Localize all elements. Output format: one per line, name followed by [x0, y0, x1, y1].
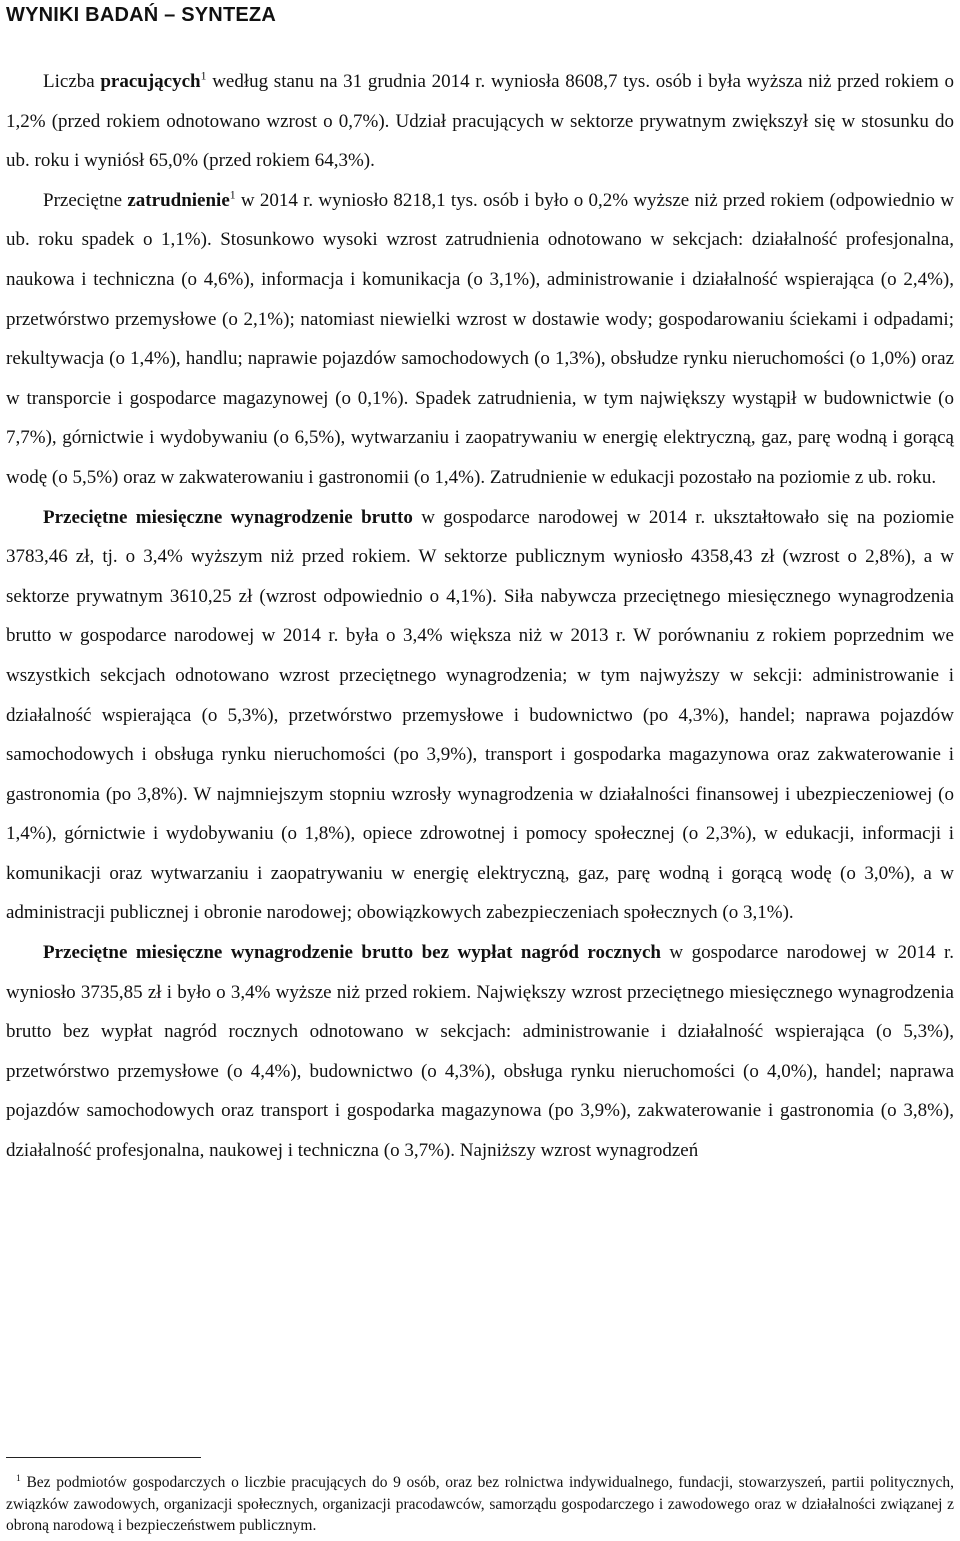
bold-term-pracujacych: pracujących	[100, 71, 201, 92]
paragraph-wages	[6, 498, 954, 934]
text-span: Liczba	[43, 71, 101, 92]
bold-term-wynagrodzenie: Przeciętne miesięczne wynagrodzenie brutto	[43, 506, 413, 528]
body-text	[6, 62, 954, 1171]
footnote-ref: 1	[200, 69, 207, 83]
paragraph-wages-no-bonus	[6, 933, 954, 1171]
text-span: w 2014 r. wyniosło 8218,1 tys. osób i było o 0,2% wyższe niż przed rokiem (odpowiednio w ub. roku spadek o 1,1%). Stosunkowo wysoki wzrost zatrudnienia odnotowano w sekcjach: działalność profesjonalna, naukowa i techniczna (o 4,6%), informacja i komunikacja (o 3,1%), administrowanie i działalność wspierająca (o 2,4%), przetwórstwo przemysłowe (o 2,1%); natomiast niewielki wzrost w dostawie wody; gospodarowaniu ściekami i odpadami; rekultywacja (o 1,4%), handlu; naprawie pojazdów samochodowych (o 1,3%), obsłudze rynku nieruchomości (o 1,0%) oraz w transporcie i gospodarce magazynowej (o 0,1%). Spadek zatrudnienia, w tym największy wystąpił w budownictwie (o 7,7%), górnictwie i wydobywaniu (o 6,5%), wytwarzaniu i zaopatrywaniu w energię elektryczną, gaz, parę wodną i gorącą wodę (o 5,5%) oraz w zakwaterowaniu i gastronomii (o 1,4%). Zatrudnienie w edukacji pozostało na poziomie z ub. roku.	[6, 189, 954, 488]
footnote	[6, 1472, 954, 1537]
footnote-text: Bez podmiotów gospodarczych o liczbie pracujących do 9 osób, oraz bez rolnictwa indywidualnego, fundacji, stowarzyszeń, partii politycznych, związków zawodowych, organizacji społecznych, organizacji pracodawców, samorządu gospodarczego i zawodowego oraz w działalności związanej z obroną narodową i bezpieczeństwem publicznym.	[6, 1474, 954, 1534]
footnote-mark: 1	[16, 1472, 21, 1484]
bold-term-zatrudnienie: zatrudnienie	[127, 189, 230, 211]
text-span: w gospodarce narodowej w 2014 r. ukształtowało się na poziomie 3783,46 zł, tj. o 3,4% wyższym niż przed rokiem. W sektorze publicznym wyniosło 4358,43 zł (wzrost o 2,8%), a w sektorze prywatnym 3610,25 zł (wzrost odpowiednio o 4,1%). Siła nabywcza przeciętnego miesięcznego wynagrodzenia brutto w gospodarce narodowej w 2014 r. była o 3,4% większa niż w 2013 r. W porównaniu z rokiem poprzednim we wszystkich sekcjach odnotowano wzrost przeciętnego wynagrodzenia; w tym najwyższy w sekcji: administrowanie i działalność wspierająca (o 5,3%), przetwórstwo przemysłowe i budownictwo (po 4,3%), handel; naprawa pojazdów samochodowych i obsługa rynku nieruchomości (po 3,9%), transport i gospodarka magazynowa oraz zakwaterowanie i gastronomia (po 3,8%). W najmniejszym stopniu wzrosły wynagrodzenia w działalności finansowej i ubezpieczeniowej (o 1,4%), górnictwie i wydobywaniu (o 1,8%), opiece zdrowotnej i pomocy społecznej (o 2,3%), w edukacji, informacji i komunikacji oraz wytwarzaniu i zaopatrywaniu w energię elektryczną, gaz, parę wodną i gorącą wodę (o 3,0%), a w administracji publicznej i obronie narodowej; obowiązkowych zabezpieczeniach społecznych (o 3,1%).	[6, 506, 954, 924]
text-span: według stanu na 31 grudnia 2014 r. wyniosła 8608,7 tys. osób i była wyższa niż przed rokiem o 1,2% (przed rokiem odnotowano wzrost o 0,7%). Udział pracujących w sektorze prywatnym zwiększył się w stosunku do ub. roku i wyniósł 65,0% (przed rokiem 64,3%).	[6, 71, 954, 172]
footnote-divider	[6, 1457, 201, 1458]
text-span: w gospodarce narodowej w 2014 r. wyniosło 3735,85 zł i było o 3,4% wyższe niż przed rokiem. Największy wzrost przeciętnego miesięcznego wynagrodzenia brutto bez wypłat nagród rocznych odnotowano w sekcjach: administrowanie i działalność wspierająca (o 5,3%), przetwórstwo przemysłowe (o 4,4%), budownictwo (o 4,3%), obsługa rynku nieruchomości (o 4,0%), handel; naprawa pojazdów samochodowych oraz transport i gospodarka magazynowa (po 3,9%), zakwaterowanie i gastronomia (o 3,8%), działalność profesjonalna, naukowej i techniczna (o 3,7%). Najniższy wzrost wynagrodzeń	[6, 942, 954, 1162]
footnote-ref: 1	[229, 188, 236, 202]
paragraph-average-employment	[6, 181, 954, 498]
bold-term-wynagrodzenie-bez-nagrod: Przeciętne miesięczne wynagrodzenie brutto bez wypłat nagród rocznych	[43, 942, 661, 964]
paragraph-employment	[6, 62, 954, 181]
section-heading: WYNIKI BADAŃ – SYNTEZA	[6, 4, 276, 26]
text-span: Przeciętne	[43, 189, 128, 211]
